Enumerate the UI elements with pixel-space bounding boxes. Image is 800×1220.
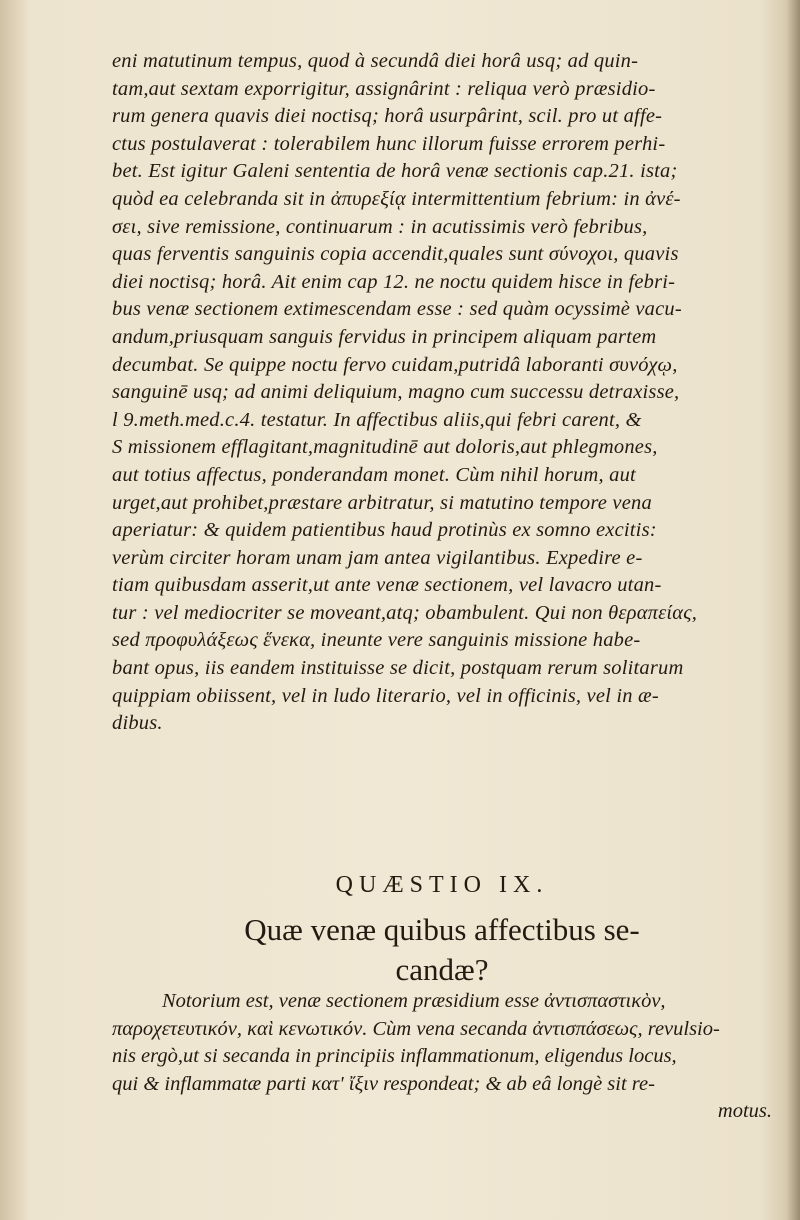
body-text	[112, 48, 772, 738]
question-title-line: Quæ venæ quibus affectibus se-	[244, 912, 640, 947]
text-line: bant opus, iis eandem instituisse se dicit, postquam rerum solitarum	[112, 657, 684, 680]
text-line: tam,aut sextam exporrigitur, assignârint : reliqua verò præsidio-	[112, 77, 656, 100]
answer-paragraph	[112, 988, 772, 1126]
text-line: diei noctisq; horâ. Ait enim cap 12. ne noctu quidem hisce in febri-	[112, 270, 676, 293]
page-edge-shadow	[786, 0, 800, 1220]
text-line: motus.	[717, 1100, 772, 1123]
text-line: rum genera quavis diei noctisq; horâ usurpârint, scil. pro ut affe-	[112, 105, 663, 128]
text-line: eni matutinum tempus, quod à secundâ diei horâ usq; ad quin-	[112, 50, 639, 72]
question-section	[112, 868, 772, 990]
text-line: tur : vel mediocriter se moveant,atq; obambulent. Qui non θεραπείας,	[112, 601, 698, 624]
text-line: quòd ea celebranda sit in ἀπυρεξίᾳ intermittentium febrium: in ἀνέ-	[112, 187, 681, 210]
text-line: sanguinē usq; ad animi deliquium, magno cum successu detraxisse,	[112, 381, 680, 404]
text-line: l 9.meth.med.c.4. testatur. In affectibus aliis,qui febri carent, &	[112, 408, 642, 431]
text-line: qui & inflammatæ parti κατ' ἴξιν respondeat; & ab eâ longè sit re-	[112, 1072, 655, 1095]
text-line: ctus postulaverat : tolerabilem hunc illorum fuisse errorem perhi-	[112, 132, 666, 155]
text-line: aperiatur: & quidem patientibus haud protinùs ex somno excitis:	[112, 519, 657, 542]
text-line: dibus.	[112, 712, 163, 735]
text-line: decumbat. Se quippe noctu fervo cuidam,putridâ laboranti συνόχῳ,	[112, 353, 678, 376]
text-line: bus venæ sectionem extimescendam esse : sed quàm ocyssimè vacu-	[112, 298, 682, 321]
text-line: sed προφυλάξεως ἕνεκα, ineunte vere sanguinis missione habe-	[112, 629, 641, 652]
text-line: verùm circiter horam unam jam antea vigilantibus. Expedire e-	[112, 546, 643, 569]
text-line: andum,priusquam sanguis fervidus in principem aliquam partem	[112, 325, 657, 348]
text-line: quas ferventis sanguinis copia accendit,quales sunt σύνοχοι, quavis	[112, 243, 679, 266]
text-line: Notorium est, venæ sectionem præsidium esse ἀντισπαστικὸν,	[162, 990, 666, 1012]
text-line: S missionem efflagitant,magnitudinē aut doloris,aut phlegmones,	[112, 436, 658, 459]
text-line: tiam quibusdam asserit,ut ante venæ sectionem, vel lavacro utan-	[112, 574, 662, 597]
text-line: aut totius affectus, ponderandam monet. Cùm nihil horum, aut	[112, 463, 636, 486]
text-line: παροχετευτικόν, καὶ κενωτικόν. Cùm vena secanda ἀντισπάσεως, revulsio-	[112, 1017, 720, 1040]
question-heading: QUÆSTIO IX.	[335, 872, 549, 898]
question-title	[112, 910, 772, 990]
text-line: bet. Est igitur Galeni sententia de horâ venæ sectionis cap.21. ista;	[112, 160, 678, 183]
question-title-line: candæ?	[395, 952, 489, 987]
text-line: urget,aut prohibet,præstare arbitratur, si matutino tempore vena	[112, 491, 652, 514]
text-line: quippiam obiissent, vel in ludo literario, vel in officinis, vel in æ-	[112, 684, 659, 707]
text-line: nis ergò,ut si secanda in principiis inflammationum, eligendus locus,	[112, 1045, 677, 1068]
text-line: σει, sive remissione, continuarum : in acutissimis verò febribus,	[112, 215, 648, 238]
